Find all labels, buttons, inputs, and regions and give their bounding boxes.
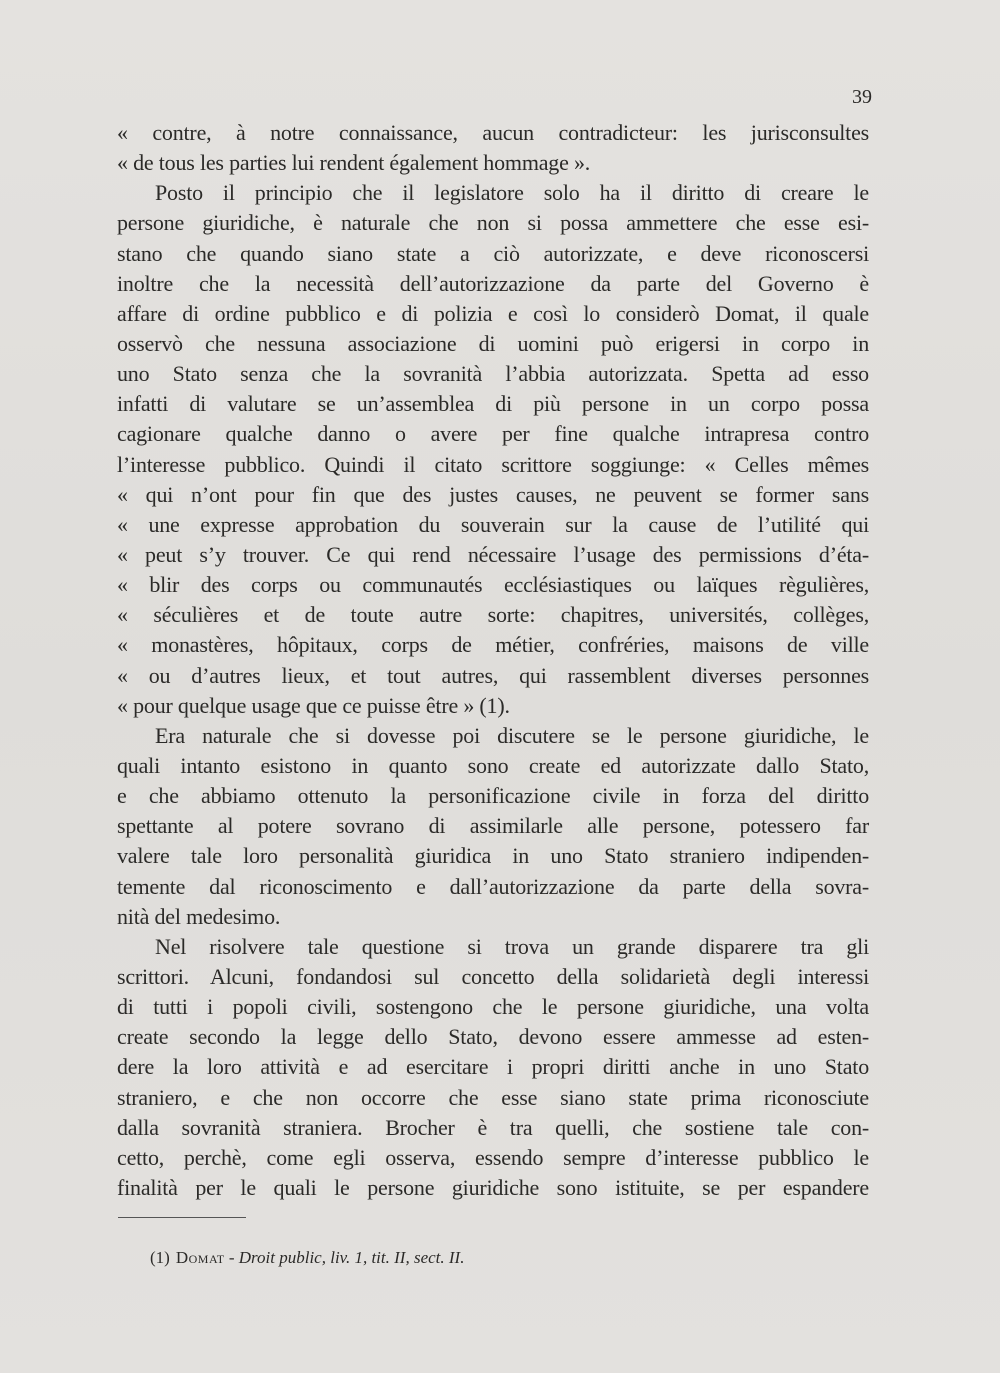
text-line: « ou d’autres lieux, et tout autres, qui rassemblent diverses personnes bbox=[117, 662, 869, 688]
text-line: Nel risolvere tale questione si trova un grande disparere tra gli bbox=[155, 933, 869, 959]
footnote-author: Domat bbox=[175, 1248, 225, 1267]
text-line: Era naturale che si dovesse poi discutere se le persone giuridiche, le bbox=[155, 722, 869, 748]
footnote-work: Droit public, liv. 1, tit. II, sect. II. bbox=[238, 1248, 465, 1267]
text-line: dalla sovranità straniera. Brocher è tra quelli, che sostiene tale con- bbox=[117, 1114, 869, 1140]
text-line: « contre, à notre connaissance, aucun contradicteur: les jurisconsultes bbox=[117, 120, 869, 145]
footnote-marker: (1) bbox=[150, 1248, 170, 1267]
text-line: e che abbiamo ottenuto la personificazione civile in forza del diritto bbox=[117, 783, 869, 809]
page-number: 39 bbox=[852, 86, 872, 108]
text-line: « qui n’ont pour fin que des justes causes, ne peuvent se former sans bbox=[117, 481, 869, 507]
footnote-divider bbox=[118, 1217, 246, 1218]
text-line: temente dal riconoscimento e dall’autorizzazione da parte della sovra- bbox=[117, 873, 869, 899]
text-line: « une expresse approbation du souverain sur la cause de l’utilité qui bbox=[117, 511, 869, 537]
body-text bbox=[117, 118, 869, 1203]
text-line: l’interesse pubblico. Quindi il citato scrittore soggiunge: « Celles mêmes bbox=[117, 451, 869, 477]
text-line: osservò che nessuna associazione di uomini può erigersi in corpo in bbox=[117, 330, 869, 356]
text-line: spettante al potere sovrano di assimilarle alle persone, potessero far bbox=[117, 813, 869, 839]
text-line: uno Stato senza che la sovranità l’abbia autorizzata. Spetta ad esso bbox=[117, 361, 869, 387]
text-line: di tutti i popoli civili, sostengono che le persone giuridiche, una volta bbox=[117, 994, 869, 1020]
text-line: « séculières et de toute autre sorte: chapitres, universités, collèges, bbox=[117, 602, 869, 628]
text-line: infatti di valutare se un’assemblea di più persone in un corpo possa bbox=[117, 391, 869, 417]
text-line: Posto il principio che il legislatore solo ha il diritto di creare le bbox=[155, 180, 869, 206]
text-line: affare di ordine pubblico e di polizia e così lo considerò Domat, il quale bbox=[117, 300, 869, 326]
text-line: scrittori. Alcuni, fondandosi sul concetto della solidarietà degli interessi bbox=[117, 963, 869, 989]
footnote-separator: - bbox=[224, 1248, 239, 1267]
text-line: « blir des corps ou communautés ecclésiastiques ou laïques règulières, bbox=[117, 572, 869, 598]
text-line: stano che quando siano state a ciò autorizzate, e deve riconoscersi bbox=[117, 240, 869, 266]
text-line: « monastères, hôpitaux, corps de métier, confréries, maisons de ville bbox=[117, 632, 869, 658]
text-line: « de tous les parties lui rendent également hommage ». bbox=[117, 150, 591, 176]
text-line: inoltre che la necessità dell’autorizzazione da parte del Governo è bbox=[117, 270, 869, 296]
footnote bbox=[150, 1248, 464, 1268]
text-line: cagionare qualche danno o avere per fine qualche intrapresa contro bbox=[117, 421, 869, 447]
text-line: create secondo la legge dello Stato, devono essere ammesse ad esten- bbox=[117, 1024, 869, 1050]
text-line: dere la loro attività e ad esercitare i propri diritti anche in uno Stato bbox=[117, 1054, 869, 1080]
text-line: « pour quelque usage que ce puisse être » (1). bbox=[117, 692, 510, 718]
text-line: straniero, e che non occorre che esse siano state prima riconosciute bbox=[117, 1084, 869, 1110]
text-line: finalità per le quali le persone giuridiche sono istituite, se per espandere bbox=[117, 1174, 869, 1200]
text-line: valere tale loro personalità giuridica in uno Stato straniero indipenden- bbox=[117, 843, 869, 869]
text-line: cetto, perchè, come egli osserva, essendo sempre d’interesse pubblico le bbox=[117, 1144, 869, 1170]
text-line: persone giuridiche, è naturale che non si possa ammettere che esse esi- bbox=[117, 210, 869, 236]
text-line: nità del medesimo. bbox=[117, 903, 281, 929]
text-line: quali intanto esistono in quanto sono create ed autorizzate dallo Stato, bbox=[117, 752, 869, 778]
text-line: « peut s’y trouver. Ce qui rend nécessaire l’usage des permissions d’éta- bbox=[117, 541, 869, 567]
